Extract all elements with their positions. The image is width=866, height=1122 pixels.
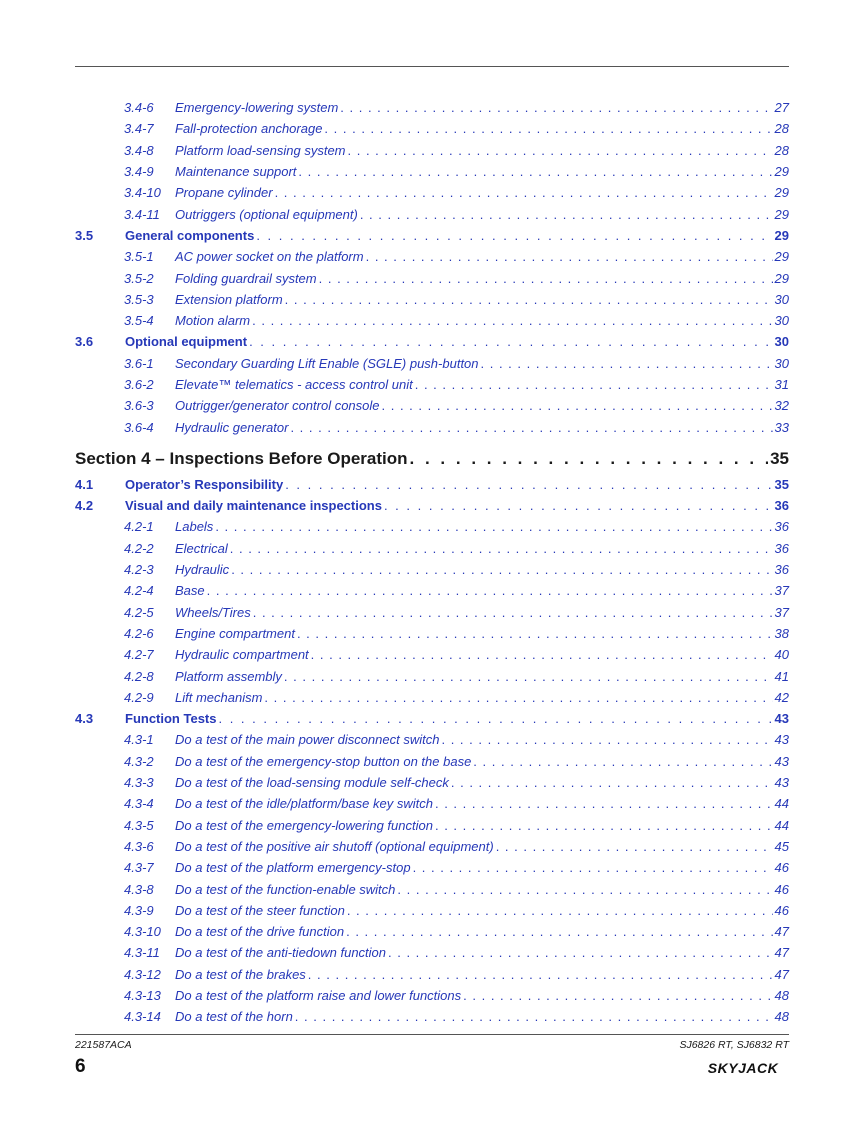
dot-leader [348,143,773,158]
toc-entry-title: Do a test of the positive air shutoff (optional equipment) [175,838,494,854]
toc-entry-title: Do a test of the steer function [175,902,345,918]
toc-entry-number: 4.3-12 [124,966,161,982]
toc-entry-page: 43 [774,775,789,791]
toc-subsection-entry[interactable] [75,97,789,118]
toc-entry-number: 4.3-10 [124,924,161,940]
toc-entry-title: Do a test of the function-enable switch [175,881,396,897]
toc-subsection-entry[interactable] [75,416,789,437]
toc-entry-number: 3.5-2 [124,270,154,286]
toc-entry-number: 3.6 [75,334,94,350]
toc-entry-page: 43 [774,732,789,748]
toc-subsection-entry[interactable] [75,751,789,772]
toc-subsection-entry[interactable] [75,310,789,331]
toc-subsection-entry[interactable] [75,772,789,793]
toc-entry-number: 4.2 [75,498,94,514]
toc-entry-page: 37 [774,604,789,620]
dot-leader [207,583,773,598]
toc-entry-number: 3.6-4 [124,419,154,435]
toc-subsection-entry[interactable] [75,182,789,203]
toc-entry-number: 4.1 [75,476,94,492]
toc-entry-number: 3.4-10 [124,185,161,201]
toc-entry-page: 30 [774,334,789,350]
dot-leader [413,860,773,875]
toc-entry-number: 3.4-9 [124,164,154,180]
dot-leader [308,967,773,982]
toc-entry-page: 47 [774,966,789,982]
toc-subsection-entry[interactable] [75,687,789,708]
toc-entry-number: 4.3-8 [124,881,154,897]
toc-entry-number: 3.4-8 [124,142,154,158]
toc-subsection-entry[interactable] [75,559,789,580]
toc-entry-number: 4.3-4 [124,796,154,812]
toc-entry-number: 3.5-4 [124,313,154,329]
toc-entry-page: 29 [774,227,789,243]
toc-entry-page: 47 [774,924,789,940]
dot-leader [290,420,772,435]
toc-entry-title: Platform load-sensing system [175,142,346,158]
toc-section-entry[interactable] [75,474,789,495]
toc-entry-page: 36 [774,540,789,556]
toc-entry-page: 30 [774,291,789,307]
toc-entry-title: Propane cylinder [175,185,273,201]
dot-leader [218,711,772,726]
toc-subsection-entry[interactable] [75,203,789,224]
toc-subsection-entry[interactable] [75,836,789,857]
toc-entry-title: General components [125,227,255,243]
toc-entry-number: 4.3-11 [124,945,160,961]
toc-subsection-entry[interactable] [75,857,789,878]
toc-subsection-entry[interactable] [75,516,789,537]
dot-leader [252,313,772,328]
toc-entry-number: 3.5-1 [124,249,154,265]
toc-subsection-entry[interactable] [75,118,789,139]
toc-entry-page: 27 [774,100,789,116]
toc-entry-title: Outrigger/generator control console [175,398,380,414]
toc-entry-title: AC power socket on the platform [175,249,364,265]
toc-entry-title: Do a test of the anti-tiedown function [175,945,387,961]
toc-entry-number: 4.3-6 [124,838,154,854]
toc-entry-number: 4.3-14 [124,1009,161,1025]
toc-entry-title: Do a test of the drive function [175,924,345,940]
toc-section-entry[interactable] [75,708,789,729]
toc-entry-number: 4.2-6 [124,625,154,641]
toc-entry-title: Engine compartment [175,625,295,641]
toc-entry-number: 4.3 [75,711,94,727]
toc-subsection-entry[interactable] [75,900,789,921]
footer-rule [75,1034,789,1035]
toc-entry-page: 29 [774,164,789,180]
dot-leader [366,249,773,264]
toc-entry-page: 33 [774,419,789,435]
dot-leader [297,626,773,641]
toc-subsection-entry[interactable] [75,729,789,750]
dot-leader [284,669,773,684]
toc-entry-page: 43 [774,711,789,727]
dot-leader [410,449,769,469]
toc-entry-title: Electrical [175,540,228,556]
toc-entry-page: 41 [774,668,789,684]
toc-entry-page: 29 [774,185,789,201]
dot-leader [435,818,773,833]
dot-leader [298,164,772,179]
toc-entry-number: 4.2-4 [124,583,154,599]
dot-leader [253,605,773,620]
toc-entry-title: Do a test of the emergency-lowering function [175,817,433,833]
toc-entry-title: Do a test of the idle/platform/base key switch [175,796,433,812]
toc-entry-number: 4.3-1 [124,732,154,748]
toc-entry-page: 29 [774,206,789,222]
toc-entry-number: 4.2-1 [124,519,154,535]
dot-leader [496,839,773,854]
dot-leader [256,228,772,243]
toc-entry-number: 4.3-7 [124,860,154,876]
dot-leader [340,100,772,115]
toc-entry-title: Section 4 – Inspections Before Operation [75,448,408,468]
toc-entry-number: 3.5-3 [124,291,154,307]
toc-entry-number: 4.2-3 [124,562,154,578]
toc-subsection-entry[interactable] [75,878,789,899]
toc-subsection-entry[interactable] [75,623,789,644]
toc-entry-number: 4.3-3 [124,775,154,791]
toc-entry-page: 42 [774,689,789,705]
toc-entry-page: 46 [774,881,789,897]
toc-entry-page: 36 [774,498,789,514]
toc-subsection-entry[interactable] [75,665,789,686]
toc-section-entry[interactable] [75,331,789,352]
toc-entry-title: Motion alarm [175,313,251,329]
toc-entry-title: Outriggers (optional equipment) [175,206,358,222]
toc-entry-page: 46 [774,902,789,918]
dot-leader [264,690,772,705]
toc-entry-page: 35 [774,476,789,492]
toc-entry-page: 28 [774,121,789,137]
toc-entry-number: 4.2-8 [124,668,154,684]
toc-entry-page: 35 [770,448,789,468]
dot-leader [311,647,773,662]
dot-leader [451,775,773,790]
toc-subsection-entry[interactable] [75,1006,789,1027]
toc-entry-number: 3.4-7 [124,121,154,137]
model-numbers: SJ6826 RT, SJ6832 RT [679,1039,789,1051]
toc-entry-page: 48 [774,988,789,1004]
toc-entry-number: 3.6-2 [124,377,154,392]
toc-subsection-entry[interactable] [75,246,789,267]
toc-entry-page: 44 [774,796,789,812]
toc-subsection-entry[interactable] [75,793,789,814]
toc-entry-page: 47 [774,945,789,961]
toc-chapter-entry[interactable] [75,444,789,474]
dot-leader [231,562,772,577]
dot-leader [473,754,772,769]
toc-entry-title: Do a test of the load-sensing module self-check [175,775,449,791]
dot-leader [319,271,773,286]
toc-entry-title: Fall-protection anchorage [175,121,323,137]
dot-leader [346,924,772,939]
toc-entry-title: Maintenance support [175,164,297,180]
dot-leader [441,732,772,747]
toc-entry-number: 3.6-3 [124,398,154,414]
toc-entry-page: 38 [774,625,789,641]
toc-subsection-entry[interactable] [75,602,789,623]
toc-entry-number: 4.3-9 [124,902,154,918]
toc-entry-page: 30 [774,313,789,329]
toc-entry-title: Visual and daily maintenance inspections [125,498,382,514]
toc-entry-title: Lift mechanism [175,689,263,705]
dot-leader [285,477,772,492]
toc-entry-number: 3.5 [75,227,94,243]
toc-entry-page: 29 [774,249,789,265]
dot-leader [360,207,773,222]
dot-leader [435,796,773,811]
toc-subsection-entry[interactable] [75,161,789,182]
toc-subsection-entry[interactable] [75,140,789,161]
dot-leader [285,292,773,307]
page-number: 6 [75,1056,86,1077]
dot-leader [295,1009,773,1024]
toc-entry-page: 36 [774,562,789,578]
toc-subsection-entry[interactable] [75,985,789,1006]
toc-entry-page: 48 [774,1009,789,1025]
skyjack-logo [698,1058,788,1076]
dot-leader [215,519,772,534]
dot-leader [481,356,773,371]
dot-leader [463,988,772,1003]
toc-entry-page: 32 [774,398,789,414]
toc-subsection-entry[interactable] [75,395,789,416]
toc-entry-page: 37 [774,583,789,599]
dot-leader [275,185,773,200]
document-code: 221587ACA [75,1039,132,1051]
toc-entry-title: Do a test of the platform emergency-stop [175,860,411,876]
dot-leader [230,541,773,556]
toc-entry-title: Do a test of the platform raise and lower functions [175,988,462,1004]
toc-subsection-entry[interactable] [75,964,789,985]
toc-entry-page: 31 [774,377,789,392]
toc-entry-page: 28 [774,142,789,158]
toc-entry-page: 36 [774,519,789,535]
toc-entry-number: 4.2-7 [124,647,154,663]
toc-entry-title: Wheels/Tires [175,604,251,620]
toc-entry-number: 3.4-11 [124,206,160,222]
toc-entry-title: Folding guardrail system [175,270,317,286]
toc-subsection-entry[interactable] [75,644,789,665]
toc-entry-page: 46 [774,860,789,876]
toc-entry-title: Platform assembly [175,668,282,684]
toc-entry-page: 29 [774,270,789,286]
toc-entry-title: Labels [175,519,214,535]
toc-entry-title: Secondary Guarding Lift Enable (SGLE) push-button [175,355,479,371]
toc-entry-title: Function Tests [125,711,217,727]
toc-subsection-entry[interactable] [75,267,789,288]
dot-leader [384,498,773,513]
toc-entry-number: 4.2-9 [124,689,154,705]
toc-entry-title: Base [175,583,205,599]
toc-subsection-entry[interactable] [75,942,789,963]
dot-leader [249,334,772,349]
toc-entry-title: Do a test of the emergency-stop button on the base [175,753,472,769]
toc-subsection-entry[interactable] [75,353,789,374]
toc-entry-page: 40 [774,647,789,663]
toc-subsection-entry[interactable] [75,580,789,601]
toc-entry-title: Extension platform [175,291,283,307]
dot-leader [397,882,772,897]
toc-subsection-entry[interactable] [75,289,789,310]
toc-entry-number: 4.3-13 [124,988,161,1004]
toc-entry-title: Operator’s Responsibility [125,476,284,492]
dot-leader [382,398,773,413]
toc-subsection-entry[interactable] [75,815,789,836]
toc-section-entry[interactable] [75,495,789,516]
toc-subsection-entry[interactable] [75,538,789,559]
toc-section-entry[interactable] [75,225,789,246]
toc-entry-title: Hydraulic [175,562,230,578]
toc-entry-page: 43 [774,753,789,769]
toc-entry-number: 4.2-2 [124,540,154,556]
toc-entry-number: 3.4-6 [124,100,154,116]
toc-entry-page: 30 [774,355,789,371]
toc-entry-title: Do a test of the horn [175,1009,293,1025]
table-of-contents [75,97,789,1027]
toc-entry-number: 4.3-2 [124,753,154,769]
toc-entry-title: Do a test of the main power disconnect switch [175,732,440,748]
dot-leader [324,121,772,136]
toc-entry-page: 45 [774,838,789,854]
logo-text: SKYJACK [707,1060,779,1076]
toc-entry-title: Elevate™ telematics - access control unit [175,377,413,392]
toc-entry-number: 3.6-1 [124,355,154,371]
toc-entry-number: 4.2-5 [124,604,154,620]
toc-subsection-entry[interactable] [75,374,789,395]
toc-entry-title: Hydraulic generator [175,419,289,435]
toc-entry-title: Do a test of the brakes [175,966,306,982]
toc-entry-title: Optional equipment [125,334,248,350]
toc-entry-page: 44 [774,817,789,833]
toc-entry-title: Hydraulic compartment [175,647,309,663]
dot-leader [388,945,773,960]
dot-leader [415,377,773,392]
toc-entry-number: 4.3-5 [124,817,154,833]
header-rule [75,66,789,67]
toc-entry-title: Emergency-lowering system [175,100,339,116]
dot-leader [347,903,773,918]
toc-subsection-entry[interactable] [75,921,789,942]
